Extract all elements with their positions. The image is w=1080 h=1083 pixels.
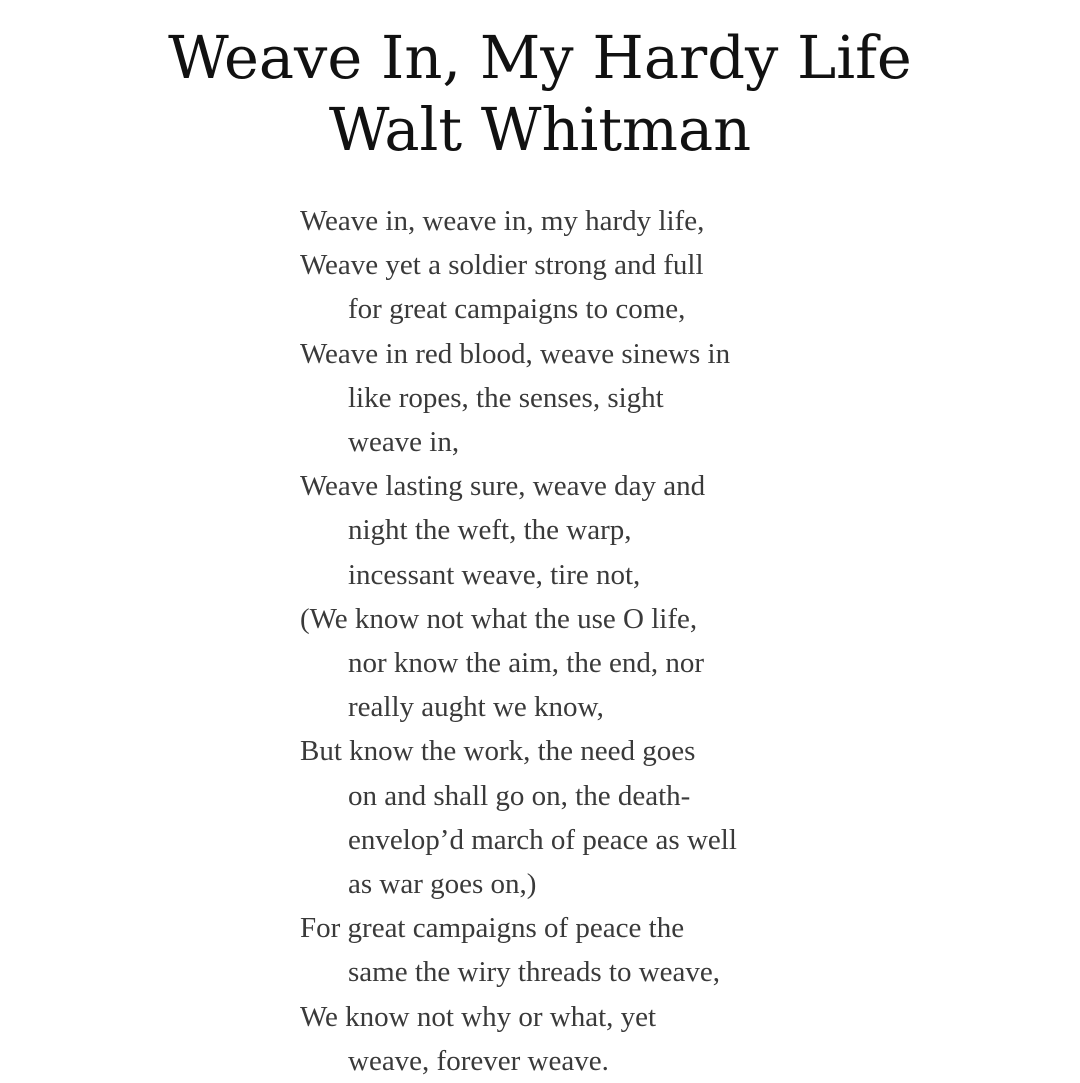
poem-line: Weave in red blood, weave sinews in [300,337,731,370]
poem-line: weave, forever weave. [348,1044,609,1077]
poem-line: for great campaigns to come, [348,293,686,326]
poem-line: Weave lasting sure, weave day and [300,470,706,503]
poem-line: Weave in, weave in, my hardy life, [300,205,705,237]
poem-line: Weave yet a soldier strong and full [300,249,704,282]
poem-line: like ropes, the senses, sight [348,381,664,414]
poem-line: nor know the aim, the end, nor [348,647,704,680]
poem-line: same the wiry threads to weave, [348,956,721,989]
poem-line: really aught we know, [348,691,604,724]
title-block [0,22,1080,166]
poem-line: as war goes on,) [348,868,537,901]
poem-line: envelop’d march of peace as well [348,823,737,856]
poem-line: But know the work, the need goes [300,735,696,768]
poem-line: weave in, [348,426,460,459]
poem-line: on and shall go on, the death- [348,779,691,812]
poem-body [300,199,860,1083]
poem-title: Weave In, My Hardy Life [168,23,912,92]
poem-author: Walt Whitman [328,95,752,164]
poem-line: night the weft, the warp, [348,514,632,547]
poem-line: (We know not what the use O life, [300,602,698,635]
poem-line: We know not why or what, yet [300,1000,657,1033]
poem-line: incessant weave, tire not, [348,558,641,591]
poem-line: For great campaigns of peace the [300,912,685,945]
